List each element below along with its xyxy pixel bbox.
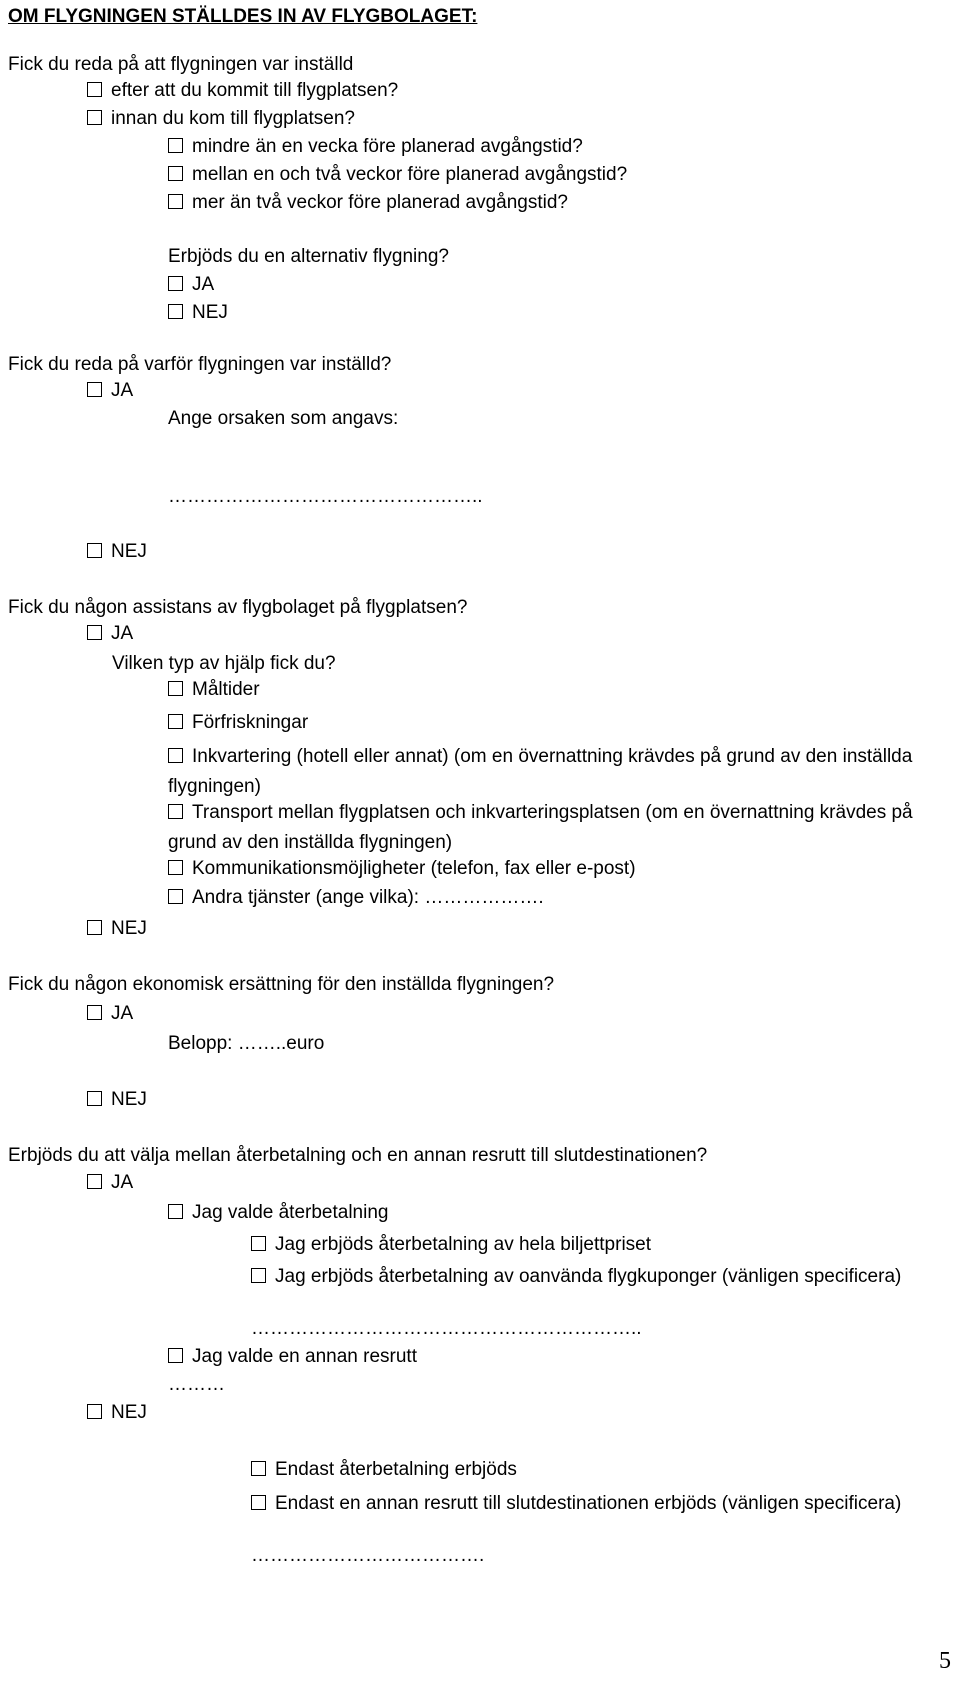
checkbox[interactable] <box>87 82 102 97</box>
checkbox[interactable] <box>87 1091 102 1106</box>
q3-question: Fick du någon assistans av flygbolaget på flygplatsen? <box>8 597 468 618</box>
checkbox[interactable] <box>168 1348 183 1363</box>
checkbox[interactable] <box>168 804 183 819</box>
checkbox[interactable] <box>168 194 183 209</box>
q5-refund-unused[interactable]: Jag erbjöds återbetalning av oanvända flygkuponger (vänligen specificera) <box>251 1262 941 1291</box>
checkbox[interactable] <box>168 889 183 904</box>
q5-only-refund[interactable]: Endast återbetalning erbjöds <box>251 1459 517 1481</box>
q1-sub-more-two-weeks[interactable]: mer än två veckor före planerad avgångstid? <box>168 192 568 214</box>
checkbox[interactable] <box>87 543 102 558</box>
q3-opt-other[interactable]: Andra tjänster (ange vilka): ………………. <box>168 887 544 909</box>
checkbox[interactable] <box>168 714 183 729</box>
q2-reason-label: Ange orsaken som angavs: <box>168 408 399 429</box>
q3-opt-refreshments[interactable]: Förfriskningar <box>168 712 308 734</box>
checkbox[interactable] <box>168 304 183 319</box>
checkbox[interactable] <box>168 276 183 291</box>
q2-question: Fick du reda på varför flygningen var inställd? <box>8 354 392 375</box>
q5-reroute-dots[interactable]: ……… <box>168 1374 225 1395</box>
q4-question: Fick du någon ekonomisk ersättning för den inställda flygningen? <box>8 974 555 995</box>
q4-yes[interactable]: JA <box>87 1003 133 1025</box>
checkbox[interactable] <box>168 166 183 181</box>
checkbox[interactable] <box>168 138 183 153</box>
q1-question: Fick du reda på att flygningen var inställd <box>8 54 354 75</box>
q4-amount[interactable]: Belopp: ……..euro <box>168 1033 325 1054</box>
q5-yes[interactable]: JA <box>87 1172 133 1194</box>
checkbox[interactable] <box>87 110 102 125</box>
checkbox[interactable] <box>87 625 102 640</box>
q2-no[interactable]: NEJ <box>87 541 147 563</box>
checkbox[interactable] <box>87 382 102 397</box>
checkbox[interactable] <box>168 1204 183 1219</box>
q5-refund-full[interactable]: Jag erbjöds återbetalning av hela biljettpriset <box>251 1234 651 1256</box>
checkbox[interactable] <box>87 1005 102 1020</box>
q3-help-question: Vilken typ av hjälp fick du? <box>112 653 336 674</box>
checkbox[interactable] <box>87 920 102 935</box>
q1-alt-yes[interactable]: JA <box>168 274 214 296</box>
q4-no[interactable]: NEJ <box>87 1089 147 1111</box>
q3-opt-meals[interactable]: Måltider <box>168 679 260 701</box>
checkbox[interactable] <box>168 748 183 763</box>
q5-only-reroute[interactable]: Endast en annan resrutt till slutdestinationen erbjöds (vänligen specificera) <box>251 1489 941 1518</box>
q1-sub-less-week[interactable]: mindre än en vecka före planerad avgångstid? <box>168 136 583 158</box>
checkbox[interactable] <box>168 681 183 696</box>
q3-yes[interactable]: JA <box>87 623 133 645</box>
q3-opt-communication[interactable]: Kommunikationsmöjligheter (telefon, fax eller e-post) <box>168 858 636 880</box>
q5-refund-dots[interactable]: …………………………………………………….. <box>251 1318 642 1339</box>
q2-yes[interactable]: JA <box>87 380 133 402</box>
q3-no[interactable]: NEJ <box>87 918 147 940</box>
q1-alt-no[interactable]: NEJ <box>168 302 228 324</box>
page-heading: OM FLYGNINGEN STÄLLDES IN AV FLYGBOLAGET: <box>8 6 478 27</box>
checkbox[interactable] <box>87 1404 102 1419</box>
checkbox[interactable] <box>251 1495 266 1510</box>
q1-option-before[interactable]: innan du kom till flygplatsen? <box>87 108 355 130</box>
q5-chose-refund[interactable]: Jag valde återbetalning <box>168 1202 388 1224</box>
q3-opt-accommodation[interactable]: Inkvartering (hotell eller annat) (om en övernattning krävdes på grund av den inställda flygningen) <box>168 746 913 797</box>
q1-option-after[interactable]: efter att du kommit till flygplatsen? <box>87 80 398 102</box>
q3-opt-transport[interactable]: Transport mellan flygplatsen och inkvarteringsplatsen (om en övernattning krävdes på grund av den inställda flygningen) <box>168 802 913 853</box>
checkbox[interactable] <box>251 1268 266 1283</box>
q1-alt-question: Erbjöds du en alternativ flygning? <box>168 246 449 267</box>
checkbox[interactable] <box>251 1461 266 1476</box>
checkbox[interactable] <box>168 860 183 875</box>
q5-chose-reroute[interactable]: Jag valde en annan resrutt <box>168 1346 417 1368</box>
checkbox[interactable] <box>87 1174 102 1189</box>
q5-no[interactable]: NEJ <box>87 1402 147 1424</box>
page-number: 5 <box>939 1648 951 1674</box>
q5-question: Erbjöds du att välja mellan återbetalning och en annan resrutt till slutdestinationen? <box>8 1145 708 1166</box>
checkbox[interactable] <box>251 1236 266 1251</box>
q2-reason-dots[interactable]: ………………………………………….. <box>168 486 483 507</box>
q1-sub-one-two-weeks[interactable]: mellan en och två veckor före planerad avgångstid? <box>168 164 627 186</box>
q5-only-reroute-dots[interactable]: ………………………………. <box>251 1545 485 1566</box>
